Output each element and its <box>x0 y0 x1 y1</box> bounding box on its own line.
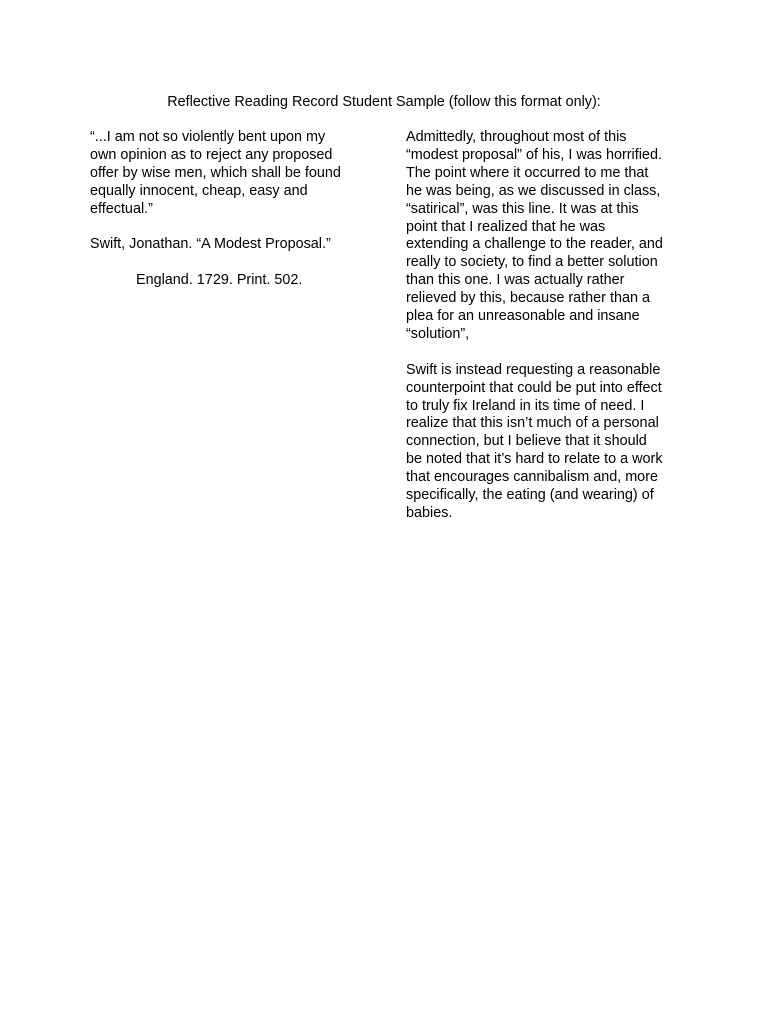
spacer <box>90 254 380 272</box>
quote-text: “...I am not so violently bent upon my own opinion as to reject any proposed offer by wise men, which shall be found equally innocent, cheap, easy and effectual.” <box>90 129 341 217</box>
document-title: Reflective Reading Record Student Sample (follow this format only): <box>167 94 601 110</box>
citation-line-2: England. 1729. Print. 502. <box>136 272 303 289</box>
citation-line-1: Swift, Jonathan. “A Modest Proposal.” <box>90 236 331 253</box>
reflection-paragraph-1: Admittedly, throughout most of this “modest proposal” of his, I was horrified. The point where it occurred to me that he was being, as we discussed in class, “satirical”, was this line. It was at this point that I realized that he was extending a challenge to the reader, and really to society, to find a better solution than this one. I was actually rather relieved by this, because rather than a plea for an unreasonable and insane “solution”, <box>406 129 663 342</box>
quote-column <box>90 129 380 290</box>
spacer <box>90 219 380 237</box>
reflection-paragraph-2: Swift is instead requesting a reasonable counterpoint that could be put into effect to truly fix Ireland in its time of need. I realize that this isn’t much of a personal connection, but I believe that it should be noted that it’s hard to relate to a work that encourages cannibalism and, more specifically, the eating (and wearing) of babies. <box>406 361 663 522</box>
spacer <box>406 344 696 362</box>
reflection-column <box>406 129 696 523</box>
